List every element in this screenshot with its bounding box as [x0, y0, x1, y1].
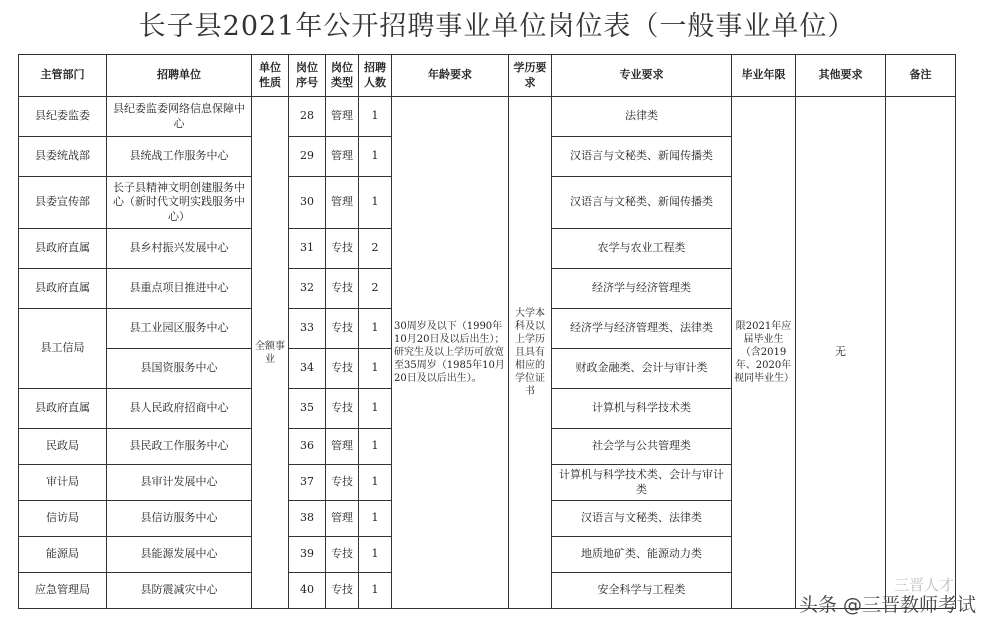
cell-ptype: 专技 [326, 389, 359, 429]
cell-major: 财政金融类、会计与审计类 [552, 349, 732, 389]
watermark: 头条 @三晋教师考试 [798, 594, 976, 616]
header-remark: 备注 [886, 55, 956, 97]
cell-unit: 县能源发展中心 [107, 537, 252, 573]
header-edu: 学历要求 [509, 55, 552, 97]
cell-major: 经济学与经济管理类 [552, 269, 732, 309]
cell-unit: 县统战工作服务中心 [107, 137, 252, 177]
cell-count: 2 [359, 229, 392, 269]
cell-unit: 县纪委监委网络信息保障中心 [107, 97, 252, 137]
header-seq: 岗位序号 [289, 55, 326, 97]
cell-ptype: 专技 [326, 229, 359, 269]
cell-dept: 县政府直属 [19, 229, 107, 269]
cell-unit: 县工业园区服务中心 [107, 309, 252, 349]
cell-ptype: 管理 [326, 429, 359, 465]
cell-major: 汉语言与文秘类、新闻传播类 [552, 177, 732, 229]
cell-unit: 县重点项目推进中心 [107, 269, 252, 309]
cell-dept: 县政府直属 [19, 389, 107, 429]
cell-seq: 38 [289, 501, 326, 537]
cell-count: 1 [359, 573, 392, 609]
cell-ptype: 专技 [326, 269, 359, 309]
cell-seq: 30 [289, 177, 326, 229]
cell-seq: 33 [289, 309, 326, 349]
cell-seq: 36 [289, 429, 326, 465]
cell-unit: 县国资服务中心 [107, 349, 252, 389]
header-nature: 单位性质 [252, 55, 289, 97]
cell-unit: 县信访服务中心 [107, 501, 252, 537]
cell-major: 农学与农业工程类 [552, 229, 732, 269]
cell-seq: 28 [289, 97, 326, 137]
cell-major: 计算机与科学技术类 [552, 389, 732, 429]
cell-seq: 35 [289, 389, 326, 429]
cell-count: 2 [359, 269, 392, 309]
cell-major: 社会学与公共管理类 [552, 429, 732, 465]
cell-remark [886, 97, 956, 609]
cell-major: 地质地矿类、能源动力类 [552, 537, 732, 573]
cell-other: 无 [796, 97, 886, 609]
cell-unit: 县防震减灾中心 [107, 573, 252, 609]
cell-seq: 37 [289, 465, 326, 501]
cell-unit: 县人民政府招商中心 [107, 389, 252, 429]
cell-ptype: 管理 [326, 501, 359, 537]
cell-count: 1 [359, 389, 392, 429]
table-row [19, 97, 956, 137]
cell-seq: 39 [289, 537, 326, 573]
cell-dept: 信访局 [19, 501, 107, 537]
cell-seq: 40 [289, 573, 326, 609]
cell-major: 法律类 [552, 97, 732, 137]
header-major: 专业要求 [552, 55, 732, 97]
cell-count: 1 [359, 97, 392, 137]
header-ptype: 岗位类型 [326, 55, 359, 97]
cell-dept: 民政局 [19, 429, 107, 465]
cell-major: 计算机与科学技术类、会计与审计类 [552, 465, 732, 501]
cell-dept: 县委统战部 [19, 137, 107, 177]
cell-count: 1 [359, 137, 392, 177]
cell-age: 30周岁及以下（1990年10月20日及以后出生）；研究生及以上学历可放宽至35周岁（1985年10月20日及以后出生）。 [392, 97, 509, 609]
watermark-faint: 三晋人才 [893, 576, 954, 594]
cell-dept: 县政府直属 [19, 269, 107, 309]
cell-count: 1 [359, 309, 392, 349]
cell-ptype: 管理 [326, 97, 359, 137]
page-title: 长子县2021年公开招聘事业单位岗位表（一般事业单位） [138, 11, 856, 42]
cell-ptype: 管理 [326, 177, 359, 229]
cell-ptype: 专技 [326, 349, 359, 389]
cell-unit: 县民政工作服务中心 [107, 429, 252, 465]
cell-seq: 32 [289, 269, 326, 309]
cell-seq: 31 [289, 229, 326, 269]
cell-count: 1 [359, 349, 392, 389]
cell-unit: 县乡村振兴发展中心 [107, 229, 252, 269]
cell-ptype: 专技 [326, 309, 359, 349]
cell-seq: 34 [289, 349, 326, 389]
cell-dept: 应急管理局 [19, 573, 107, 609]
cell-seq: 29 [289, 137, 326, 177]
cell-grad: 限2021年应届毕业生（含2019年、2020年视同毕业生） [732, 97, 796, 609]
cell-ptype: 专技 [326, 573, 359, 609]
cell-dept: 县委宣传部 [19, 177, 107, 229]
cell-major: 汉语言与文秘类、法律类 [552, 501, 732, 537]
cell-dept: 能源局 [19, 537, 107, 573]
cell-major: 安全科学与工程类 [552, 573, 732, 609]
header-dept: 主管部门 [19, 55, 107, 97]
cell-dept: 县纪委监委 [19, 97, 107, 137]
cell-nature: 全额事业 [252, 97, 289, 609]
cell-major: 经济学与经济管理类、法律类 [552, 309, 732, 349]
cell-ptype: 专技 [326, 465, 359, 501]
cell-ptype: 专技 [326, 537, 359, 573]
cell-count: 1 [359, 465, 392, 501]
cell-unit: 长子县精神文明创建服务中心（新时代文明实践服务中心） [107, 177, 252, 229]
header-unit: 招聘单位 [107, 55, 252, 97]
cell-dept: 县工信局 [19, 309, 107, 389]
header-age: 年龄要求 [392, 55, 509, 97]
header-count: 招聘人数 [359, 55, 392, 97]
job-table [18, 54, 956, 609]
cell-dept: 审计局 [19, 465, 107, 501]
cell-count: 1 [359, 537, 392, 573]
cell-major: 汉语言与文秘类、新闻传播类 [552, 137, 732, 177]
cell-unit: 县审计发展中心 [107, 465, 252, 501]
cell-count: 1 [359, 501, 392, 537]
cell-ptype: 管理 [326, 137, 359, 177]
cell-count: 1 [359, 429, 392, 465]
cell-edu: 大学本科及以上学历且具有相应的学位证书 [509, 97, 552, 609]
header-grad: 毕业年限 [732, 55, 796, 97]
cell-count: 1 [359, 177, 392, 229]
header-other: 其他要求 [796, 55, 886, 97]
